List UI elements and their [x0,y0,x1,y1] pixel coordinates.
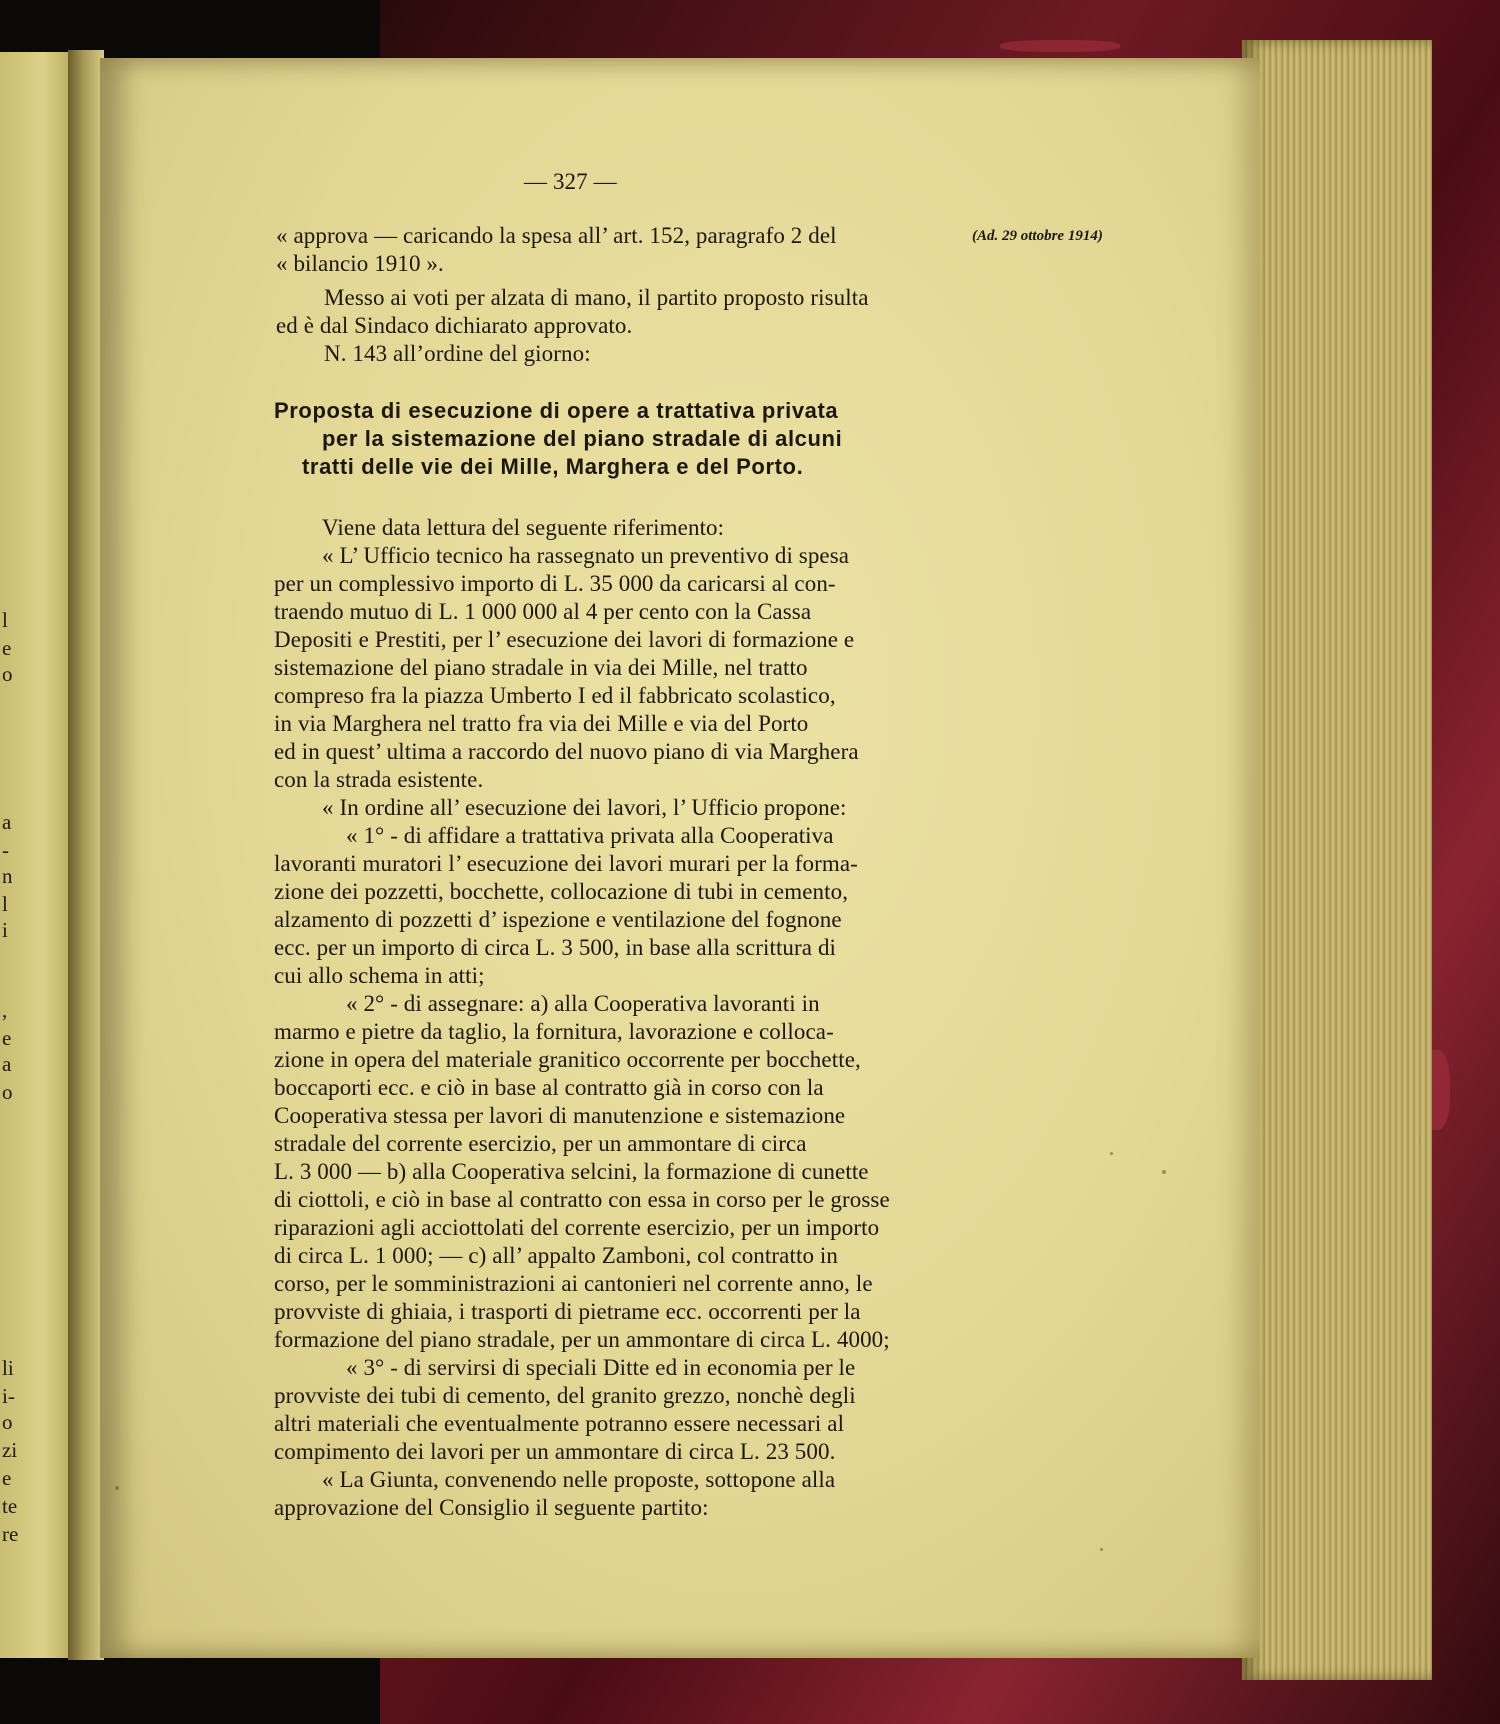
text-line: « L’ Ufficio tecnico ha rassegnato un preventivo di spesa [322,543,850,568]
left-page [0,52,72,1658]
text-line: lavoranti muratori l’ esecuzione dei lavori murari per la forma- [274,851,858,876]
text-line: ed in quest’ ultima a raccordo del nuovo piano di via Marghera [274,739,859,764]
left-page-fragment: l [2,892,8,916]
left-page-fragment: e [2,1466,12,1490]
left-page-fragment: l [2,608,8,632]
text-line: « In ordine all’ esecuzione dei lavori, l’ Ufficio propone: [322,795,847,820]
text-line: altri materiali che eventualmente potranno essere necessari al [274,1411,845,1436]
book-gutter [68,50,104,1660]
left-page-fragment: li [2,1356,14,1380]
text-line: per un complessivo importo di L. 35 000 da caricarsi al con- [274,571,836,596]
page-number: — 327 — [524,169,617,194]
right-page [100,58,1260,1658]
text-line: Viene data lettura del seguente riferimento: [322,515,725,540]
left-page-fragment: a [2,1052,12,1076]
text-line: traendo mutuo di L. 1 000 000 al 4 per cento con la Cassa [274,599,812,624]
text-line: ecc. per un importo di circa L. 3 500, in base alla scrittura di [274,935,837,960]
text-line: zione dei pozzetti, bocchette, collocazione di tubi in cemento, [274,879,849,904]
text-line: « La Giunta, convenendo nelle proposte, sottopone alla [322,1467,836,1492]
text-line: ed è dal Sindaco dichiarato approvato. [276,313,633,338]
text-line: provviste dei tubi di cemento, del granito grezzo, nonchè degli [274,1383,856,1408]
text-line: di circa L. 1 000; — c) all’ appalto Zamboni, col contratto in [274,1243,838,1268]
left-page-fragment: e [2,636,12,660]
text-line: cui allo schema in atti; [274,963,485,988]
text-line: compreso fra la piazza Umberto I ed il fabbricato scolastico, [274,683,836,708]
text-line: corso, per le somministrazioni ai cantonieri nel corrente anno, le [274,1271,873,1296]
text-line: marmo e pietre da taglio, la fornitura, lavorazione e colloca- [274,1019,834,1044]
text-line: Messo ai voti per alzata di mano, il partito proposto risulta [324,285,869,310]
text-line: « 3° - di servirsi di speciali Ditte ed in economia per le [346,1355,856,1380]
text-line: con la strada esistente. [274,767,484,792]
text-line: sistemazione del piano stradale in via dei Mille, nel tratto [274,655,808,680]
text-line: provviste di ghiaia, i trasporti di pietrame ecc. occorrenti per la [274,1299,861,1324]
text-line: « bilancio 1910 ». [276,251,444,276]
left-page-fragment: e [2,1026,12,1050]
page-edges [1242,40,1432,1680]
left-page-fragment: , [2,998,8,1022]
left-page-fragment: i [2,918,8,942]
text-line: « approva — caricando la spesa all’ art. 152, paragrafo 2 del [276,223,837,248]
text-line: alzamento di pozzetti d’ ispezione e ventilazione del fognone [274,907,842,932]
text-line: stradale del corrente esercizio, per un ammontare di circa [274,1131,807,1156]
margin-date-note: (Ad. 29 ottobre 1914) [972,228,1103,244]
text-line: riparazioni agli acciottolati del corrente esercizio, per un importo [274,1215,880,1240]
section-heading-line: per la sistemazione del piano stradale di alcuni [322,426,843,451]
text-line: zione in opera del materiale granitico occorrente per bocchette, [274,1047,861,1072]
left-page-fragment: re [2,1522,19,1546]
text-line: formazione del piano stradale, per un ammontare di circa L. 4000; [274,1327,890,1352]
text-line: in via Marghera nel tratto fra via dei Mille e via del Porto [274,711,809,736]
text-line: « 1° - di affidare a trattativa privata alla Cooperativa [346,823,834,848]
section-heading-line: tratti delle vie dei Mille, Marghera e del Porto. [302,454,804,479]
text-line: Depositi e Prestiti, per l’ esecuzione dei lavori di formazione e [274,627,855,652]
left-page-fragment: zi [2,1438,18,1462]
left-page-fragment: o [2,662,13,686]
text-line: « 2° - di assegnare: a) alla Cooperativa lavoranti in [346,991,820,1016]
text-line: L. 3 000 — b) alla Cooperativa selcini, la formazione di cunette [274,1159,869,1184]
left-page-fragment: n [2,864,13,888]
left-page-fragment: i- [2,1384,15,1408]
left-page-fragment: te [2,1494,18,1518]
section-heading-line: Proposta di esecuzione di opere a trattativa privata [274,398,839,423]
left-page-fragment: o [2,1410,13,1434]
left-page-fragment: - [2,838,9,862]
text-line: di ciottoli, e ciò in base al contratto con essa in corso per le grosse [274,1187,890,1212]
left-page-fragment: o [2,1080,13,1104]
left-page-fragment: a [2,810,12,834]
text-line: N. 143 all’ordine del giorno: [324,341,591,366]
text-line: boccaporti ecc. e ciò in base al contratto già in corso con la [274,1075,824,1100]
text-line: approvazione del Consiglio il seguente partito: [274,1495,709,1520]
text-line: Cooperativa stessa per lavori di manutenzione e sistemazione [274,1103,846,1128]
text-line: compimento dei lavori per un ammontare di circa L. 23 500. [274,1439,836,1464]
